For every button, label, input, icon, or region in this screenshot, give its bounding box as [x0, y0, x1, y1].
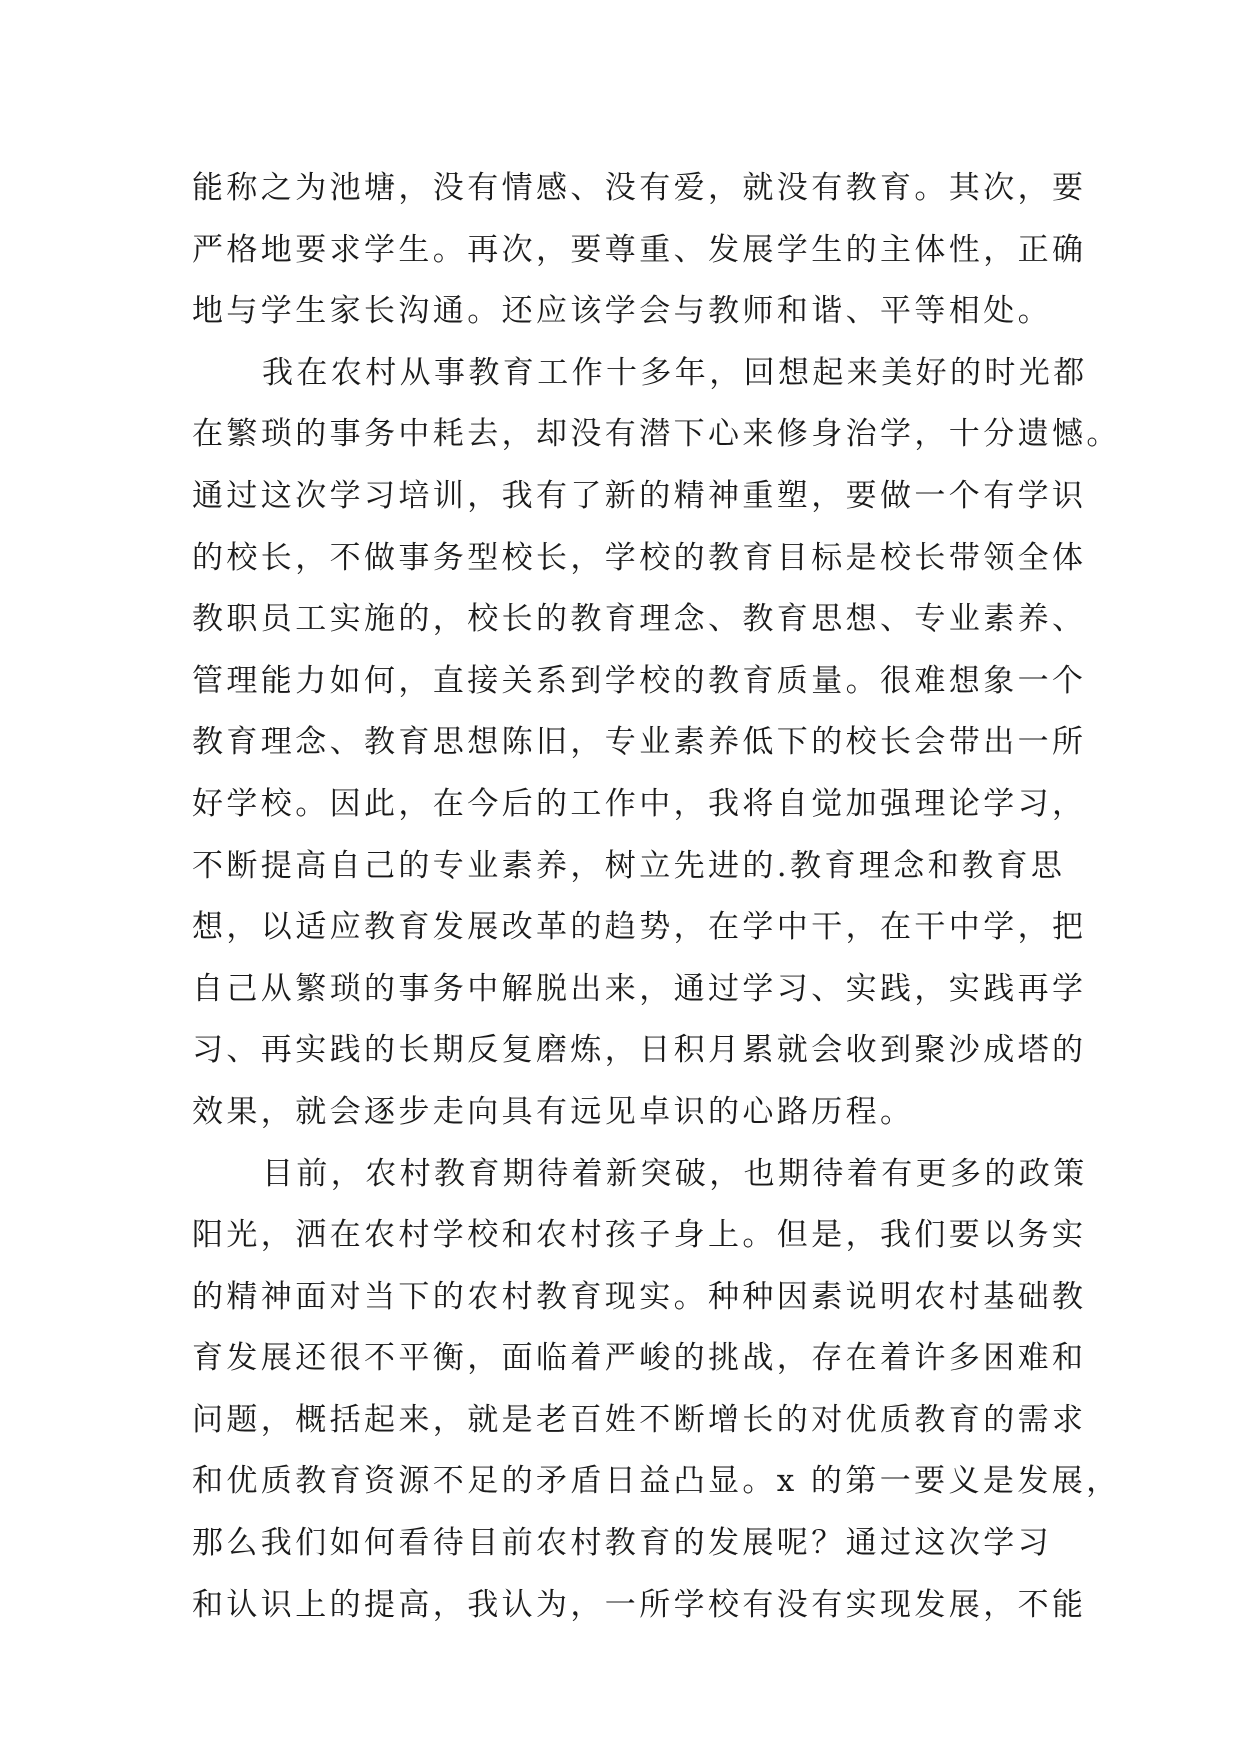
text-line: 和优质教育资源不足的矛盾日益凸显。x 的第一要义是发展，	[192, 1463, 1121, 1500]
text-line: 能称之为池塘，没有情感、没有爱，就没有教育。其次，要	[192, 170, 1087, 206]
text-line: 管理能力如何，直接关系到学校的教育质量。很难想象一个	[192, 662, 1087, 699]
text-line: 好学校。因此，在今后的工作中，我将自觉加强理论学习，	[192, 785, 1087, 822]
text-line: 和认识上的提高，我认为，一所学校有没有实现发展，不能	[192, 1586, 1087, 1623]
text-line: 严格地要求学生。再次，要尊重、发展学生的主体性，正确	[192, 231, 1087, 268]
text-line: 通过这次学习培训，我有了新的精神重塑，要做一个有学识	[192, 477, 1087, 514]
text-line: 想，以适应教育发展改革的趋势，在学中干，在干中学，把	[192, 909, 1087, 946]
paragraph-2	[192, 343, 1121, 1144]
text-line: 在繁琐的事务中耗去，却没有潜下心来修身治学，十分遗憾。	[192, 416, 1121, 453]
paragraph-1	[192, 158, 1087, 343]
paragraph-3	[192, 1144, 1121, 1637]
text-line: 效果，就会逐步走向具有远见卓识的心路历程。	[192, 1093, 915, 1130]
text-line: 那么我们如何看待目前农村教育的发展呢？通过这次学习	[192, 1525, 1052, 1562]
text-line: 的校长，不做事务型校长，学校的教育目标是校长带领全体	[192, 539, 1087, 576]
text-line: 自己从繁琐的事务中解脱出来，通过学习、实践，实践再学	[192, 970, 1087, 1007]
text-line: 教育理念、教育思想陈旧，专业素养低下的校长会带出一所	[192, 724, 1087, 761]
document-page	[192, 158, 1121, 1636]
text-line: 地与学生家长沟通。还应该学会与教师和谐、平等相处。	[192, 293, 1052, 330]
text-line: 习、再实践的长期反复磨炼，日积月累就会收到聚沙成塔的	[192, 1032, 1087, 1069]
text-line: 育发展还很不平衡，面临着严峻的挑战，存在着许多困难和	[192, 1340, 1087, 1377]
text-line: 的精神面对当下的农村教育现实。种种因素说明农村基础教	[192, 1278, 1087, 1315]
text-line: 阳光，洒在农村学校和农村孩子身上。但是，我们要以务实	[192, 1217, 1087, 1254]
text-line: 目前，农村教育期待着新突破，也期待着有更多的政策	[262, 1155, 1088, 1192]
text-line: 教职员工实施的，校长的教育理念、教育思想、专业素养、	[192, 601, 1087, 638]
text-line: 不断提高自己的专业素养，树立先进的.教育理念和教育思	[192, 847, 1066, 884]
text-line: 问题，概括起来，就是老百姓不断增长的对优质教育的需求	[192, 1401, 1087, 1438]
text-line: 我在农村从事教育工作十多年，回想起来美好的时光都	[262, 354, 1088, 391]
